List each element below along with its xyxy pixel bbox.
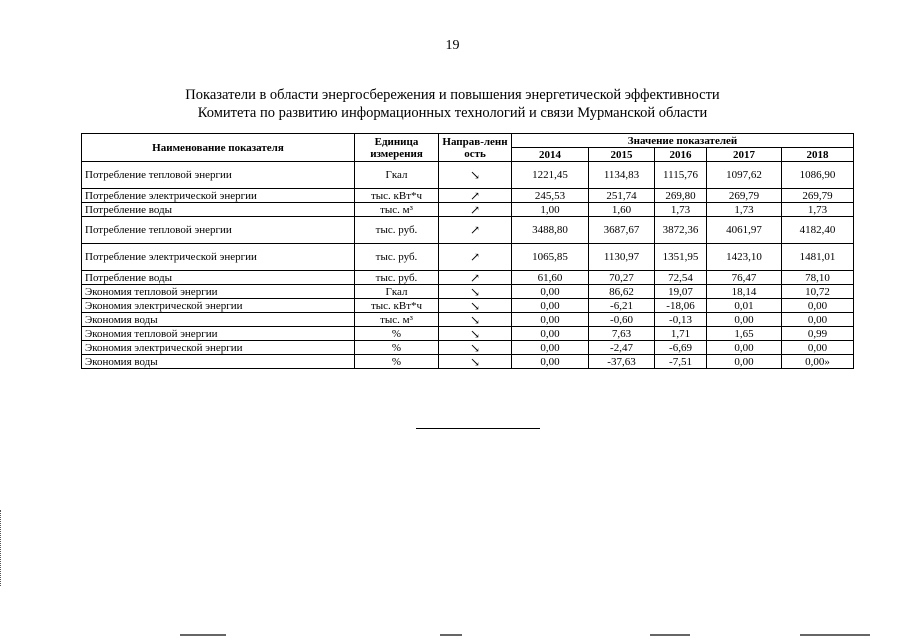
- value-cell: 1,00: [512, 203, 589, 217]
- header-direction: Направ-ленность: [439, 134, 512, 162]
- value-cell: 0,00: [512, 355, 589, 369]
- unit-cell: тыс. м³: [355, 203, 439, 217]
- value-cell: 1,65: [707, 327, 782, 341]
- value-cell: 0,00: [512, 299, 589, 313]
- value-cell: -18,06: [655, 299, 707, 313]
- unit-cell: тыс. м³: [355, 313, 439, 327]
- header-year: 2016: [655, 148, 707, 162]
- value-cell: 1,73: [655, 203, 707, 217]
- value-cell: -0,60: [589, 313, 655, 327]
- value-cell: -6,21: [589, 299, 655, 313]
- trend-down-arrow-icon: ↘: [439, 327, 512, 341]
- indicator-name-cell: Экономия тепловой энергии: [82, 285, 355, 299]
- value-cell: 4061,97: [707, 217, 782, 244]
- indicator-name-cell: Потребление электрической энергии: [82, 244, 355, 271]
- header-year: 2018: [782, 148, 854, 162]
- value-cell: 1130,97: [589, 244, 655, 271]
- header-year: 2017: [707, 148, 782, 162]
- table-row: [82, 162, 854, 189]
- unit-cell: %: [355, 327, 439, 341]
- scan-edge-mark: [0, 510, 3, 586]
- value-cell: 1097,62: [707, 162, 782, 189]
- value-cell: 1065,85: [512, 244, 589, 271]
- value-cell: 18,14: [707, 285, 782, 299]
- value-cell: 1,60: [589, 203, 655, 217]
- indicator-name-cell: Экономия воды: [82, 355, 355, 369]
- trend-down-arrow-icon: ↘: [439, 341, 512, 355]
- unit-cell: тыс. кВт*ч: [355, 299, 439, 313]
- indicator-name-cell: Потребление воды: [82, 271, 355, 285]
- trend-up-arrow-icon: ↗: [439, 203, 512, 217]
- indicator-name-cell: Экономия электрической энергии: [82, 341, 355, 355]
- scan-artifact: [650, 634, 690, 636]
- value-cell: 72,54: [655, 271, 707, 285]
- table-row: [82, 299, 854, 313]
- value-cell: -37,63: [589, 355, 655, 369]
- header-row-1: [82, 134, 854, 148]
- value-cell: 76,47: [707, 271, 782, 285]
- trend-down-arrow-icon: ↘: [439, 162, 512, 189]
- value-cell: 1423,10: [707, 244, 782, 271]
- unit-cell: тыс. руб.: [355, 244, 439, 271]
- value-cell: 1115,76: [655, 162, 707, 189]
- table-row: [82, 271, 854, 285]
- trend-up-arrow-icon: ↗: [439, 189, 512, 203]
- value-cell: 4182,40: [782, 217, 854, 244]
- unit-cell: %: [355, 341, 439, 355]
- value-cell: -6,69: [655, 341, 707, 355]
- indicator-name-cell: Потребление воды: [82, 203, 355, 217]
- table-row: [82, 341, 854, 355]
- value-cell: 3488,80: [512, 217, 589, 244]
- value-cell: 0,00: [707, 341, 782, 355]
- value-cell: 269,80: [655, 189, 707, 203]
- value-cell: 0,00: [512, 313, 589, 327]
- trend-up-arrow-icon: ↗: [439, 217, 512, 244]
- value-cell: 0,00: [512, 285, 589, 299]
- value-cell: 0,00: [512, 341, 589, 355]
- indicator-name-cell: Потребление тепловой энергии: [82, 162, 355, 189]
- trend-down-arrow-icon: ↘: [439, 313, 512, 327]
- indicators-table: [81, 133, 854, 369]
- value-cell: 19,07: [655, 285, 707, 299]
- trend-up-arrow-icon: ↗: [439, 244, 512, 271]
- indicator-name-cell: Потребление электрической энергии: [82, 189, 355, 203]
- value-cell: 251,74: [589, 189, 655, 203]
- scan-artifact: [440, 634, 462, 636]
- table-row: [82, 203, 854, 217]
- table-row: [82, 313, 854, 327]
- table-row: [82, 217, 854, 244]
- footer-separator-line: [416, 428, 540, 429]
- value-cell: 1,73: [782, 203, 854, 217]
- unit-cell: Гкал: [355, 162, 439, 189]
- value-cell: 245,53: [512, 189, 589, 203]
- indicator-name-cell: Экономия электрической энергии: [82, 299, 355, 313]
- value-cell: 269,79: [782, 189, 854, 203]
- header-year: 2015: [589, 148, 655, 162]
- value-cell: 1351,95: [655, 244, 707, 271]
- value-cell: 3872,36: [655, 217, 707, 244]
- value-cell: 0,00: [782, 341, 854, 355]
- table-row: [82, 355, 854, 369]
- value-cell: 269,79: [707, 189, 782, 203]
- value-cell: 61,60: [512, 271, 589, 285]
- header-year: 2014: [512, 148, 589, 162]
- value-cell: -2,47: [589, 341, 655, 355]
- document-title: [0, 86, 905, 122]
- value-cell: 0,01: [707, 299, 782, 313]
- value-cell: 3687,67: [589, 217, 655, 244]
- table-body: [82, 162, 854, 369]
- value-cell: 86,62: [589, 285, 655, 299]
- title-line-2: Комитета по развитию информационных технологий и связи Мурманской области: [197, 105, 708, 121]
- unit-cell: тыс. кВт*ч: [355, 189, 439, 203]
- unit-cell: тыс. руб.: [355, 217, 439, 244]
- trend-down-arrow-icon: ↘: [439, 355, 512, 369]
- value-cell: 0,00: [512, 327, 589, 341]
- value-cell: -7,51: [655, 355, 707, 369]
- value-cell: 1,71: [655, 327, 707, 341]
- table-row: [82, 244, 854, 271]
- value-cell: 0,99: [782, 327, 854, 341]
- table-row: [82, 285, 854, 299]
- trend-down-arrow-icon: ↘: [439, 299, 512, 313]
- table-row: [82, 189, 854, 203]
- value-cell: -0,13: [655, 313, 707, 327]
- indicator-name-cell: Экономия тепловой энергии: [82, 327, 355, 341]
- unit-cell: Гкал: [355, 285, 439, 299]
- scan-artifact: [180, 634, 226, 636]
- title-line-1: Показатели в области энергосбережения и повышения энергетической эффективности: [185, 87, 720, 103]
- scan-artifact: [800, 634, 870, 636]
- value-cell: 1221,45: [512, 162, 589, 189]
- trend-up-arrow-icon: ↗: [439, 271, 512, 285]
- value-cell: 0,00: [782, 299, 854, 313]
- indicator-name-cell: Экономия воды: [82, 313, 355, 327]
- unit-cell: тыс. руб.: [355, 271, 439, 285]
- page-number: 19: [445, 38, 460, 53]
- value-cell: 0,00: [782, 313, 854, 327]
- value-cell: 0,00»: [782, 355, 854, 369]
- value-cell: 1134,83: [589, 162, 655, 189]
- header-unit: Единица измерения: [355, 134, 439, 162]
- value-cell: 10,72: [782, 285, 854, 299]
- value-cell: 1,73: [707, 203, 782, 217]
- unit-cell: %: [355, 355, 439, 369]
- table-row: [82, 327, 854, 341]
- value-cell: 1481,01: [782, 244, 854, 271]
- indicator-name-cell: Потребление тепловой энергии: [82, 217, 355, 244]
- value-cell: 78,10: [782, 271, 854, 285]
- trend-down-arrow-icon: ↘: [439, 285, 512, 299]
- header-name: Наименование показателя: [82, 134, 355, 162]
- value-cell: 70,27: [589, 271, 655, 285]
- value-cell: 0,00: [707, 355, 782, 369]
- value-cell: 1086,90: [782, 162, 854, 189]
- value-cell: 7,63: [589, 327, 655, 341]
- header-values-group: Значение показателей: [512, 134, 854, 148]
- value-cell: 0,00: [707, 313, 782, 327]
